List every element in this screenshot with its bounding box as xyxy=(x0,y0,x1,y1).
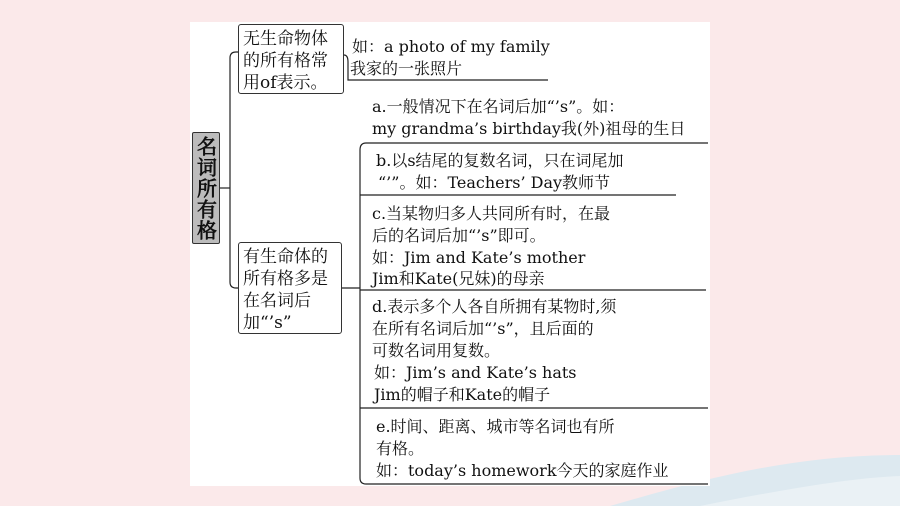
rule-e-line3: 如：today’s homework今天的家庭作业 xyxy=(376,461,669,480)
rule-c-line3: 如：Jim and Kate’s mother xyxy=(372,248,586,267)
rule-c-line2: 后的名词后加“’s”即可。 xyxy=(372,226,546,245)
rule-a-line1: a.一般情况下在名词后加“’s”。如： xyxy=(372,97,625,116)
rule-d-line4: 如：Jim’s and Kate’s hats xyxy=(374,363,577,382)
rule-d-line1: d.表示多个人各自所拥有某物时,须 xyxy=(372,297,617,316)
rule-d-line3: 可数名词用复数。 xyxy=(372,341,501,360)
rule-c-line1: c.当某物归多人共同所有时，在最 xyxy=(372,204,611,223)
rule-b-line1: b.以s结尾的复数名词，只在词尾加 xyxy=(376,151,624,170)
rule-e-line1: e.时间、距离、城市等名词也有所 xyxy=(376,417,615,436)
rule-a-line2: my grandma’s birthday我(外)祖母的生日 xyxy=(372,119,686,138)
rule-c-line4: Jim和Kate(兄妹)的母亲 xyxy=(372,269,545,288)
root-node-title: 名词所有格 xyxy=(192,132,220,244)
rule-d-line2: 在所有名词后加“’s”，且后面的 xyxy=(372,319,594,338)
living-branch-box: 有生命体的所有格多是在名词后加“’s” xyxy=(238,242,342,334)
rule-e-line2: 有格。 xyxy=(376,439,425,458)
nonliving-example-line2: 我家的一张照片 xyxy=(350,59,463,78)
nonliving-branch-box: 无生命物体的所有格常用of表示。 xyxy=(238,24,344,94)
nonliving-example-line1: 如：a photo of my family xyxy=(352,37,550,56)
rule-b-line2: “’”。如：Teachers’ Day教师节 xyxy=(378,173,611,192)
rule-d-line5: Jim的帽子和Kate的帽子 xyxy=(374,385,551,404)
